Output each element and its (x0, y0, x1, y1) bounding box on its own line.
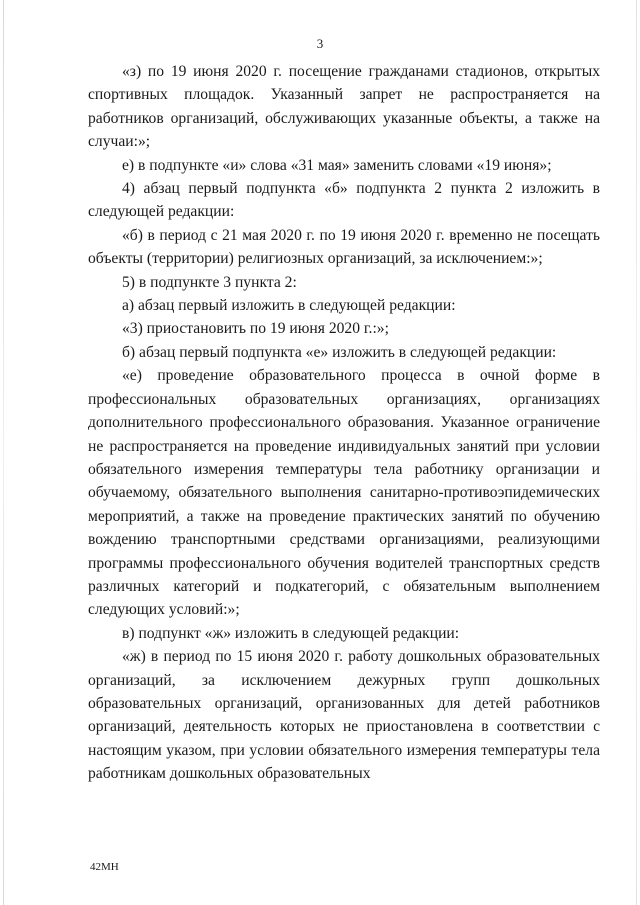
paragraph: «3) приостановить по 19 июня 2020 г.:»; (122, 320, 389, 338)
paragraph: в) подпункт «ж» изложить в следующей редакции: (122, 624, 460, 642)
paragraph: «б) в период с 21 мая 2020 г. по 19 июня 2020 г. временно не посещать объекты (территории) религиозных организаций, за исключением:»; (88, 226, 600, 268)
scan-edge-right (636, 0, 637, 905)
paragraph: а) абзац первый изложить в следующей редакции: (122, 297, 456, 315)
document-body (88, 60, 600, 786)
paragraph: 4) абзац первый подпункта «б» подпункта 2 пункта 2 изложить в следующей редакции: (88, 180, 600, 221)
paragraph: е) в подпункте «и» слова «31 мая» заменить словами «19 июня»; (122, 156, 552, 174)
paragraph: «е) проведение образовательного процесса в очной форме в профессиональных образовательных организациях, организациях дополнительного профессионального образования. Указанное ограничение не распространяется на проведение индивидуальных занятий при условии обязательного измерения температуры тела работнику организации и обучаемому, обязательного выполнения санитарно-противоэпидемических мероприятий, а также на проведение практических занятий по обучению вождению транспортными средствами организациями, реализующими программы профессионального обучения водителей транспортных средств различных категорий и подкатегорий, с обязательным выполнением следующих условий:»; (88, 367, 600, 619)
paragraph: 5) в подпункте 3 пункта 2: (122, 273, 297, 291)
paragraph: «з) по 19 июня 2020 г. посещение гражданами стадионов, открытых спортивных площадок. Указанный запрет не распространяется на работников организаций, обслуживающих указанные объекты, а также на случаи:»; (88, 63, 600, 151)
document-code: 42МН (90, 861, 119, 873)
paragraph: б) абзац первый подпункта «е» изложить в следующей редакции: (122, 343, 557, 361)
page-number: 3 (316, 36, 324, 51)
paragraph: «ж) в период по 15 июня 2020 г. работу дошкольных образовательных организаций, за исключением дежурных групп дошкольных образовательных организаций, организованных для детей работников организаций, деятельность которых не приостановлена в соответствии с настоящим указом, при условии обязательного измерения температуры тела работникам дошкольных образовательных (88, 648, 600, 783)
scan-edge-left (3, 0, 4, 905)
